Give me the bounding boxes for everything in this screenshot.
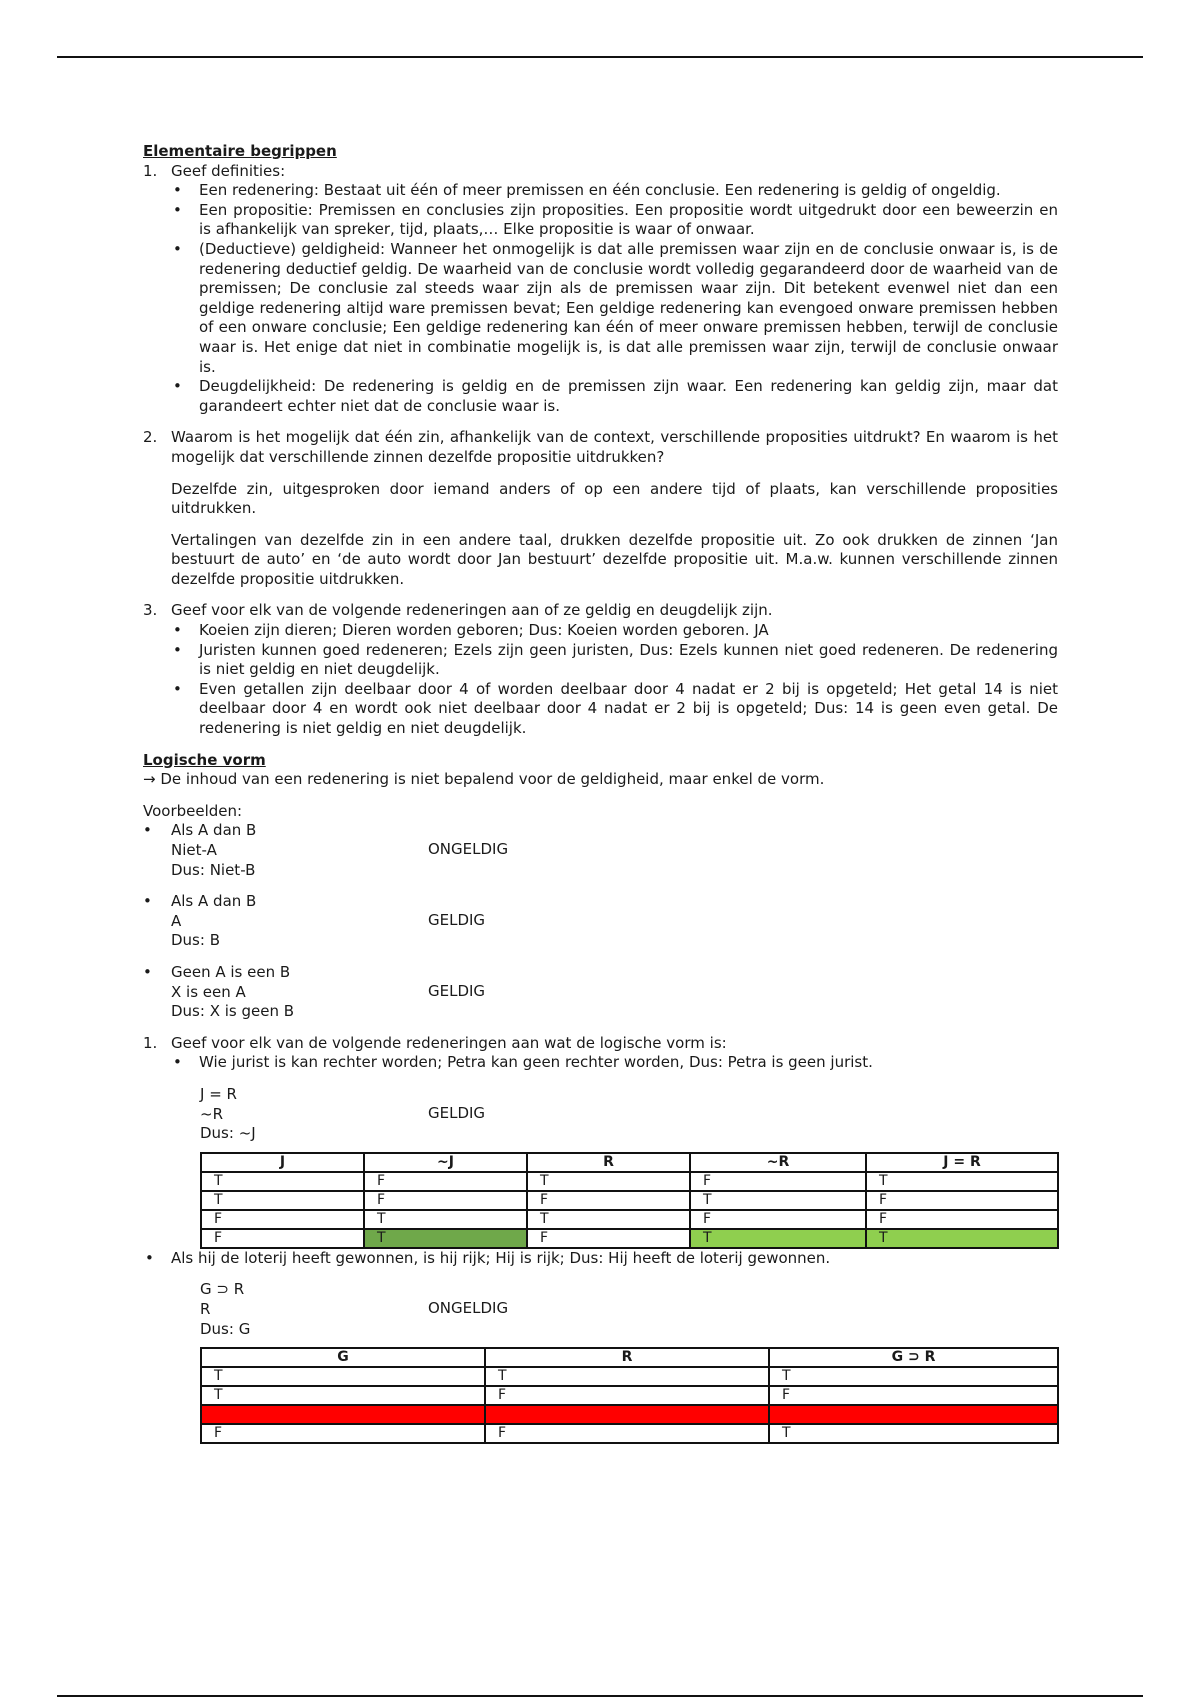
table-row bbox=[201, 1191, 1058, 1210]
column-header: G ⊃ R bbox=[769, 1348, 1058, 1367]
table-cell: T bbox=[201, 1386, 485, 1405]
formula-line: Dus: ~J bbox=[200, 1124, 256, 1143]
table-cell: F bbox=[201, 1210, 364, 1229]
document-body bbox=[143, 142, 1058, 1444]
table-row bbox=[201, 1386, 1058, 1405]
table-header-row bbox=[201, 1348, 1058, 1367]
question-number: 2. bbox=[143, 428, 158, 447]
example-block bbox=[143, 963, 1058, 1022]
table-cell: F bbox=[527, 1229, 690, 1248]
formula-line: R bbox=[200, 1299, 211, 1318]
table-cell: F bbox=[201, 1229, 364, 1248]
question-text: Waarom is het mogelijk dat één zin, afhankelijk van de context, verschillende proposities uitdrukt? En waarom is het mogelijk dat verschillende zinnen dezelfde propositie uitdrukken? bbox=[171, 428, 1058, 466]
table-cell: F bbox=[690, 1210, 866, 1229]
question-2 bbox=[143, 428, 1058, 589]
example-verdict: ONGELDIG bbox=[428, 840, 509, 859]
question-number: 1. bbox=[143, 161, 158, 180]
table-row-highlighted bbox=[201, 1405, 1058, 1424]
example-line: X is een A bbox=[171, 982, 246, 1001]
list-item: • Als hij de loterij heeft gewonnen, is hij rijk; Hij is rijk; Dus: Hij heeft de loterij gewonnen. bbox=[171, 1249, 1058, 1269]
table-row bbox=[201, 1229, 1058, 1248]
example-verdict: GELDIG bbox=[428, 981, 486, 1000]
table-cell: F bbox=[866, 1191, 1058, 1210]
formula-block bbox=[143, 1085, 1058, 1144]
table-cell: F bbox=[690, 1172, 866, 1191]
example-line: • Als A dan B bbox=[171, 892, 257, 911]
question-text: Geef definities: bbox=[171, 161, 286, 180]
list-item: • Deugdelijkheid: De redenering is geldig en de premissen zijn waar. Een redenering kan geldig zijn, maar dat garandeert echter niet dat de conclusie waar is. bbox=[199, 377, 1058, 416]
table-cell: F bbox=[527, 1191, 690, 1210]
logical-form-question bbox=[143, 1034, 1058, 1073]
table-cell: F bbox=[364, 1172, 527, 1191]
question-number: 3. bbox=[143, 601, 158, 620]
question-text: Geef voor elk van de volgende redeneringen aan wat de logische vorm is: bbox=[171, 1033, 727, 1052]
table-row bbox=[201, 1424, 1058, 1443]
formula-verdict: GELDIG bbox=[428, 1103, 486, 1122]
table-cell: F bbox=[201, 1405, 485, 1424]
table-row bbox=[201, 1210, 1058, 1229]
example-line: • Geen A is een B bbox=[171, 962, 291, 981]
table-cell: T bbox=[866, 1172, 1058, 1191]
table-cell: T bbox=[485, 1405, 769, 1424]
table-cell: T bbox=[485, 1367, 769, 1386]
table-cell: T bbox=[527, 1172, 690, 1191]
list-item: • (Deductieve) geldigheid: Wanneer het onmogelijk is dat alle premissen waar zijn en de conclusie onwaar is, is de redenering deductief geldig. De waarheid van de conclusie wordt volledig gegarandeerd door de waarheid van de premissen; De conclusie zal steeds waar zijn als de premissen waar zijn. Dit betekent evenwel niet dan een geldige redenering altijd ware premissen bevat; Een geldige redenering kan evengoed onware premissen hebben of een onware conclusie; Een geldige redenering kan één of meer onware premissen hebben, terwijl de conclusie waar is. Het enige dat niet in combinatie mogelijk is, is dat alle premissen waar zijn, terwijl de conclusie onwaar is. bbox=[199, 240, 1058, 377]
table-header-row bbox=[201, 1153, 1058, 1172]
list-item: • Wie jurist is kan rechter worden; Petra kan geen rechter worden, Dus: Petra is geen jurist. bbox=[199, 1053, 1058, 1073]
examples-label: Voorbeelden: bbox=[143, 801, 243, 820]
example-block bbox=[143, 821, 1058, 880]
example-block bbox=[143, 892, 1058, 951]
question-number: 1. bbox=[143, 1033, 158, 1052]
example-verdict: GELDIG bbox=[428, 911, 486, 930]
column-header: ~J bbox=[364, 1153, 527, 1172]
formula-line: J = R bbox=[200, 1084, 237, 1103]
question-3 bbox=[143, 601, 1058, 738]
table-cell: F bbox=[364, 1191, 527, 1210]
formula-verdict: ONGELDIG bbox=[428, 1299, 509, 1318]
section-intro: → De inhoud van een redenering is niet bepalend voor de geldigheid, maar enkel de vorm. bbox=[143, 770, 825, 789]
table-cell: F bbox=[201, 1424, 485, 1443]
list-item: • Een redenering: Bestaat uit één of meer premissen en één conclusie. Een redenering is geldig of ongeldig. bbox=[199, 181, 1058, 201]
example-line: Niet-A bbox=[171, 841, 217, 859]
table-cell: T bbox=[364, 1210, 527, 1229]
footer-rule bbox=[57, 1695, 1143, 1697]
list-item: • Even getallen zijn deelbaar door 4 of worden deelbaar door 4 nadat er 2 bij is opgeteld; Het getal 14 is niet deelbaar door 4 en wordt ook niet deelbaar door 4 nadat er 2 bij is opgeteld; Dus: 14 is geen even getal. De redenering is niet geldig en niet deugdelijk. bbox=[199, 680, 1058, 739]
example-line: Dus: Niet-B bbox=[171, 860, 256, 879]
table-row bbox=[201, 1172, 1058, 1191]
formula-block bbox=[143, 1280, 1058, 1339]
example-line: A bbox=[171, 911, 182, 930]
answer-paragraph: Dezelfde zin, uitgesproken door iemand anders of op een andere tijd of plaats, kan verschillende proposities uitdrukken. bbox=[171, 479, 1058, 518]
table-cell: T bbox=[690, 1191, 866, 1210]
example-line: Dus: X is geen B bbox=[171, 1002, 295, 1021]
truth-table-1 bbox=[200, 1152, 1059, 1249]
formula-line: Dus: G bbox=[200, 1319, 251, 1338]
example-line: Dus: B bbox=[171, 931, 220, 950]
section-heading-elementaire: Elementaire begrippen bbox=[143, 142, 337, 160]
table-cell-highlighted: T bbox=[690, 1229, 866, 1248]
table-cell: T bbox=[201, 1172, 364, 1191]
table-cell: T bbox=[769, 1367, 1058, 1386]
table-cell: T bbox=[769, 1405, 1058, 1424]
table-cell-highlighted: T bbox=[866, 1229, 1058, 1248]
list-item: • Koeien zijn dieren; Dieren worden geboren; Dus: Koeien worden geboren. JA bbox=[199, 621, 1058, 641]
logical-form-list bbox=[171, 1053, 1058, 1073]
table-cell: T bbox=[527, 1210, 690, 1229]
section-heading-logische-vorm: Logische vorm bbox=[143, 750, 266, 769]
question-1 bbox=[143, 162, 1058, 417]
table-cell-highlighted: T bbox=[364, 1229, 527, 1248]
formula-line: G ⊃ R bbox=[200, 1280, 245, 1299]
table-row bbox=[201, 1367, 1058, 1386]
reasoning-list bbox=[171, 621, 1058, 739]
table-cell: F bbox=[485, 1424, 769, 1443]
column-header: J = R bbox=[866, 1153, 1058, 1172]
example-line: • Als A dan B bbox=[171, 821, 257, 840]
table-cell: T bbox=[769, 1424, 1058, 1443]
table-cell: F bbox=[866, 1210, 1058, 1229]
table-cell: F bbox=[769, 1386, 1058, 1405]
definitions-list bbox=[171, 181, 1058, 416]
column-header: J bbox=[201, 1153, 364, 1172]
truth-table-2 bbox=[200, 1347, 1059, 1444]
list-item: • Juristen kunnen goed redeneren; Ezels zijn geen juristen, Dus: Ezels kunnen niet goed redeneren. De redenering is niet geldig en niet deugdelijk. bbox=[199, 641, 1058, 680]
list-item: • Een propositie: Premissen en conclusies zijn proposities. Een propositie wordt uitgedrukt door een beweerzin en is afhankelijk van spreker, tijd, plaats,… Elke propositie is waar of onwaar. bbox=[199, 201, 1058, 240]
question-text: Geef voor elk van de volgende redeneringen aan of ze geldig en deugdelijk zijn. bbox=[171, 601, 773, 620]
column-header: G bbox=[201, 1348, 485, 1367]
table-cell: F bbox=[485, 1386, 769, 1405]
logical-form-list-2 bbox=[143, 1249, 1058, 1269]
table-cell: T bbox=[201, 1367, 485, 1386]
column-header: ~R bbox=[690, 1153, 866, 1172]
header-rule bbox=[57, 56, 1143, 58]
formula-line: ~R bbox=[200, 1104, 223, 1123]
answer-paragraph: Vertalingen van dezelfde zin in een andere taal, drukken dezelfde propositie uit. Zo ook drukken de zinnen ‘Jan bestuurt de auto’ en ‘de auto wordt door Jan bestuurt’ dezelfde propositie uit. M.a.w. kunnen verschillende zinnen dezelfde propositie uitdrukken. bbox=[171, 530, 1058, 588]
table-cell: T bbox=[201, 1191, 364, 1210]
column-header: R bbox=[527, 1153, 690, 1172]
column-header: R bbox=[485, 1348, 769, 1367]
